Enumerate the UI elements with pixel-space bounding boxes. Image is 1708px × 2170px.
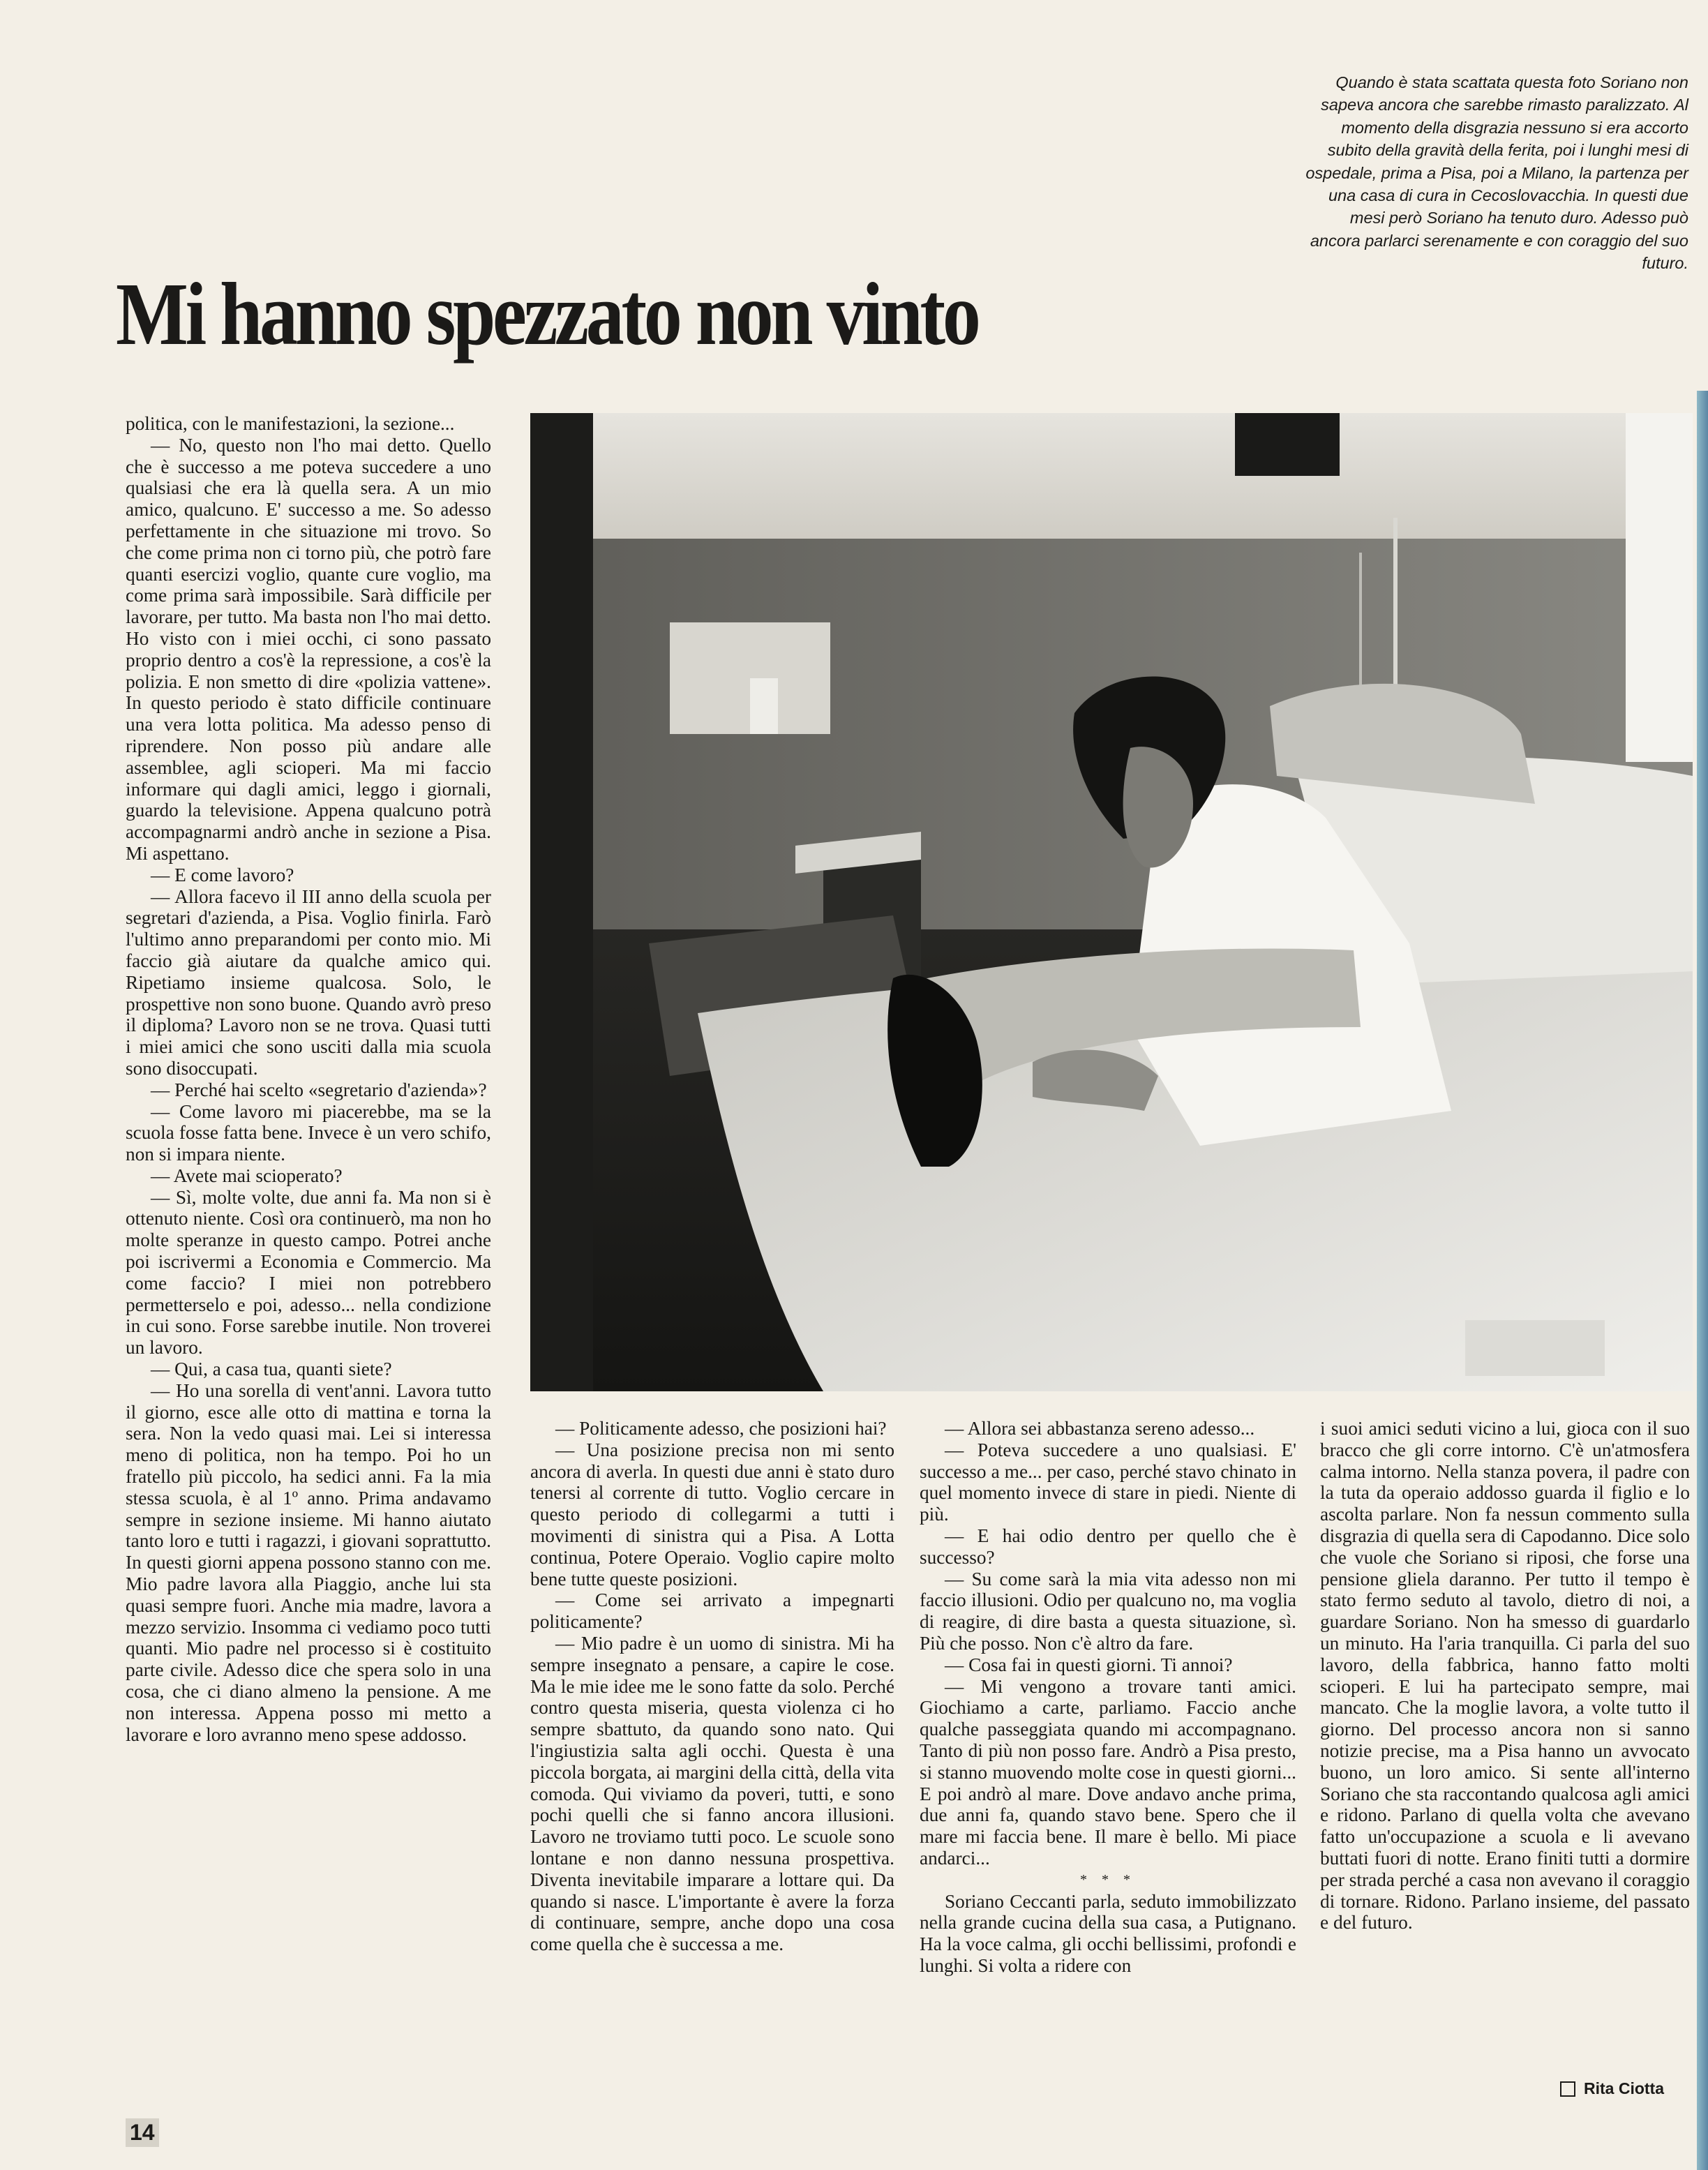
- article-photo: [530, 413, 1693, 1391]
- column1-paragraph: — E come lavoro?: [151, 864, 294, 885]
- page-number: 14: [126, 2118, 159, 2147]
- article-column-4: [1320, 1418, 1690, 1933]
- column1-paragraph: politica, con le manifestazioni, la sezione...: [126, 413, 455, 434]
- column1-paragraph: — Come lavoro mi piacerebbe, ma se la scuola fosse fatta bene. Invece è un vero schifo, non si impara niente.: [126, 1100, 491, 1165]
- article-column-3: [920, 1418, 1296, 1977]
- page-edge-strip: [1697, 391, 1708, 2170]
- column1-paragraph: — Ho una sorella di vent'anni. Lavora tutto il giorno, esce alle otto di mattina e torna la sera. Non la vedo quasi mai. Lei si interessa meno di politica, non ha tempo. Poi ho un fratello più piccolo, ha sedici anni. Fa la mia stessa scuola, è al 1º anno. Prima andavamo sempre in sezione insieme. Mi hanno aiutato tanto loro e tutti i ragazzi, i giovani soprattutto. In questi giorni appena possono stanno con me. Mio padre lavora alla Piaggio, anche lui sta quasi sempre fuori. Anche mia madre, lavora a mezzo servizio. Insomma ci vediamo poco tutti quanti. Mio padre nel processo si è costituito parte civile. Adesso dice che spera solo in una cosa, che ci diano almeno la pensione. A me non interessa. Appena posso mi metto a lavorare e loro avranno meno spese addosso.: [126, 1379, 491, 1745]
- column2-paragraph: — Come sei arrivato a impegnarti politicamente?: [530, 1589, 894, 1633]
- column2-paragraph: — Politicamente adesso, che posizioni hai?: [555, 1418, 887, 1439]
- column3-paragraph: — Mi vengono a trovare tanti amici. Giochiamo a carte, parliamo. Faccio anche qualche passeggiata quando mi accompagnano. Tanto di più non posso fare. Andrò a Pisa presto, si stanno muovendo molte cose in questi giorni... E poi andrò al mare. Dove andavo anche prima, due anni fa, quando stavo bene. Spero che il mare mi faccia bene. Il mare è bello. Mi piace andarci...: [920, 1675, 1296, 1869]
- column1-paragraph: — Perché hai scelto «segretario d'azienda»?: [151, 1079, 487, 1100]
- column3-paragraph: — Su come sarà la mia vita adesso non mi faccio illusioni. Odio per qualcuno no, ma voglia di reagire, di dire basta a questa situazione, sì. Più che posso. Non c'è altro da fare.: [920, 1568, 1296, 1654]
- column1-paragraph: — Qui, a casa tua, quanti siete?: [151, 1359, 392, 1380]
- column3-paragraph: — Poteva succedere a uno qualsiasi. E' successo a me... per caso, perché stavo chinato in quel momento invece di stare in piedi. Niente di più.: [920, 1439, 1296, 1525]
- section-separator: * * *: [1080, 1871, 1136, 1887]
- article-column-1: [126, 413, 491, 1745]
- column1-paragraph: — Avete mai scioperato?: [151, 1165, 343, 1186]
- column2-paragraph: — Mio padre è un uomo di sinistra. Mi ha sempre insegnato a pensare, a capire le cose. Ma le mie idee me le sono fatte da solo. Perché contro questa miseria, questa violenza ci ho sempre sbattuto, da quando sono nato. Qui l'ingiustizia salta agli occhi. Questa è una piccola borgata, ai margini della città, della vita comoda. Qui viviamo da poveri, tutti, e sono pochi quelli che si fanno ancora illusioni. Lavoro ne troviamo tutti poco. Le scuole sono lontane e non danno nessuna prospettiva. Diventa inevitabile imparare a lottare qui. Da quando si nasce. L'importante è avere la forza di continuare, sempre, anche dopo una cosa come quella che è successa a me.: [530, 1632, 894, 1955]
- author-signature: [1560, 2079, 1664, 2098]
- column2-paragraph: — Una posizione precisa non mi sento ancora di averla. In questi due anni è stato duro tenersi al corrente di tutto. Voglio cercare in questo periodo di collegarmi a tutti i movimenti di sinistra qui a Pisa. A Lotta continua, Potere Operaio. Voglio capire molto bene tutte queste posizioni.: [530, 1439, 894, 1589]
- column1-paragraph: — Allora facevo il III anno della scuola per segretari d'azienda, a Pisa. Voglio finirla. Farò l'ultimo anno preparandomi per conto mio. Mi faccio già aiutare da qualche amico qui. Ripetiamo insieme qualcosa. Solo, le prospettive non sono buone. Quando avrò preso il diploma? Lavoro non se ne trova. Quasi tutti i miei amici che sono usciti dalla mia scuola sono disoccupati.: [126, 885, 491, 1079]
- column1-paragraph: — Sì, molte volte, due anni fa. Ma non si è ottenuto niente. Così ora continuerò, ma non ho molte speranze in questo campo. Potrei anche poi iscrivermi a Economia e Commercio. Ma come faccio? I miei non potrebbero permetterselo e poi, adesso... nella condizione in cui sono. Forse sarebbe inutile. Non troverei un lavoro.: [126, 1186, 491, 1359]
- end-mark-icon: [1560, 2081, 1575, 2097]
- article-title: Mi hanno spezzato non vinto: [116, 264, 978, 364]
- column3-paragraph: — Cosa fai in questi giorni. Ti annoi?: [945, 1654, 1233, 1675]
- photo-caption: Quando è stata scattata questa foto Soriano non sapeva ancora che sarebbe rimasto paralizzato. Al momento della disgrazia nessuno si era accorto subito della gravità della ferita, poi i lunghi mesi di ospedale, prima a Pisa, poi a Milano, la partenza per una casa di cura in Cecoslovacchia. In questi due mesi però Soriano ha tenuto duro. Adesso può ancora parlarci serenamente e con coraggio del suo futuro.: [1305, 73, 1688, 273]
- column4-paragraph: i suoi amici seduti vicino a lui, gioca con il suo bracco che gli corre intorno. C'è un'atmosfera calma intorno. Nella stanza povera, il padre con la tuta da operaio addosso guarda il figlio e lo ascolta parlare. Non fa nessun commento sulla disgrazia di quella sera di Capodanno. Dice solo che vuole che Soriano si riposi, che forse una pensione gliela daranno. Per tutto il tempo è stato fermo seduto al tavolo, dietro di noi, a guardare Soriano. Non ha smesso di guardarlo un minuto. Ha l'aria tranquilla. Ci parla del suo lavoro, della fabbrica, hanno fatto molti scioperi. E lui ha partecipato sempre, mai mancato. Che la moglie lavora, a volte tutto il giorno. Del processo ancora non si sanno notizie precise, ma a Pisa hanno un avvocato buono, un loro amico. Si sente all'interno Soriano che sta raccontando qualcosa agli amici e ridono. Parlano di quella volta che avevano fatto un'occupazione a scuola e li avevano buttati fuori di notte. Erano finiti tutti a dormire per strada perché a casa non avevano il coraggio di tornare. Ridono. Parlano insieme, del passato e del futuro.: [1320, 1418, 1690, 1933]
- column3-paragraph: — E hai odio dentro per quello che è successo?: [920, 1525, 1296, 1568]
- author-name: Rita Ciotta: [1584, 2079, 1664, 2097]
- column3-paragraph: Soriano Ceccanti parla, seduto immobilizzato nella grande cucina della sua casa, a Putignano. Ha la voce calma, gli occhi bellissimi, profondi e lunghi. Si volta a ridere con: [920, 1890, 1296, 1976]
- column3-paragraph: — Allora sei abbastanza sereno adesso...: [945, 1418, 1255, 1439]
- column1-paragraph: — No, questo non l'ho mai detto. Quello che è successo a me poteva succedere a uno qualsiasi che era là quella sera. A un mio amico, qualcuno. E' successo a me. So adesso perfettamente in che situazione mi trovo. So che come prima non ci torno più, che potrò fare quanti esercizi voglio, quante cure voglio, ma come prima sarà impossibile. Sarà difficile per lavorare, per tutto. Ma basta non l'ho mai detto. Ho visto con i miei occhi, ci sono passato proprio dentro a cos'è la repressione, a cos'è la polizia. E non smetto di dire «polizia vattene». In questo periodo è stato difficile continuare una vera lotta politica. Ma adesso penso di riprendere. Non posso più andare alle assemblee, agli scioperi. Ma mi faccio informare qui dagli amici, leggo i giornali, guardo la televisione. Appena qualcuno potrà accompagnarmi andrò anche in sezione a Pisa. Mi aspettano.: [126, 434, 491, 864]
- article-column-2: [530, 1418, 894, 1955]
